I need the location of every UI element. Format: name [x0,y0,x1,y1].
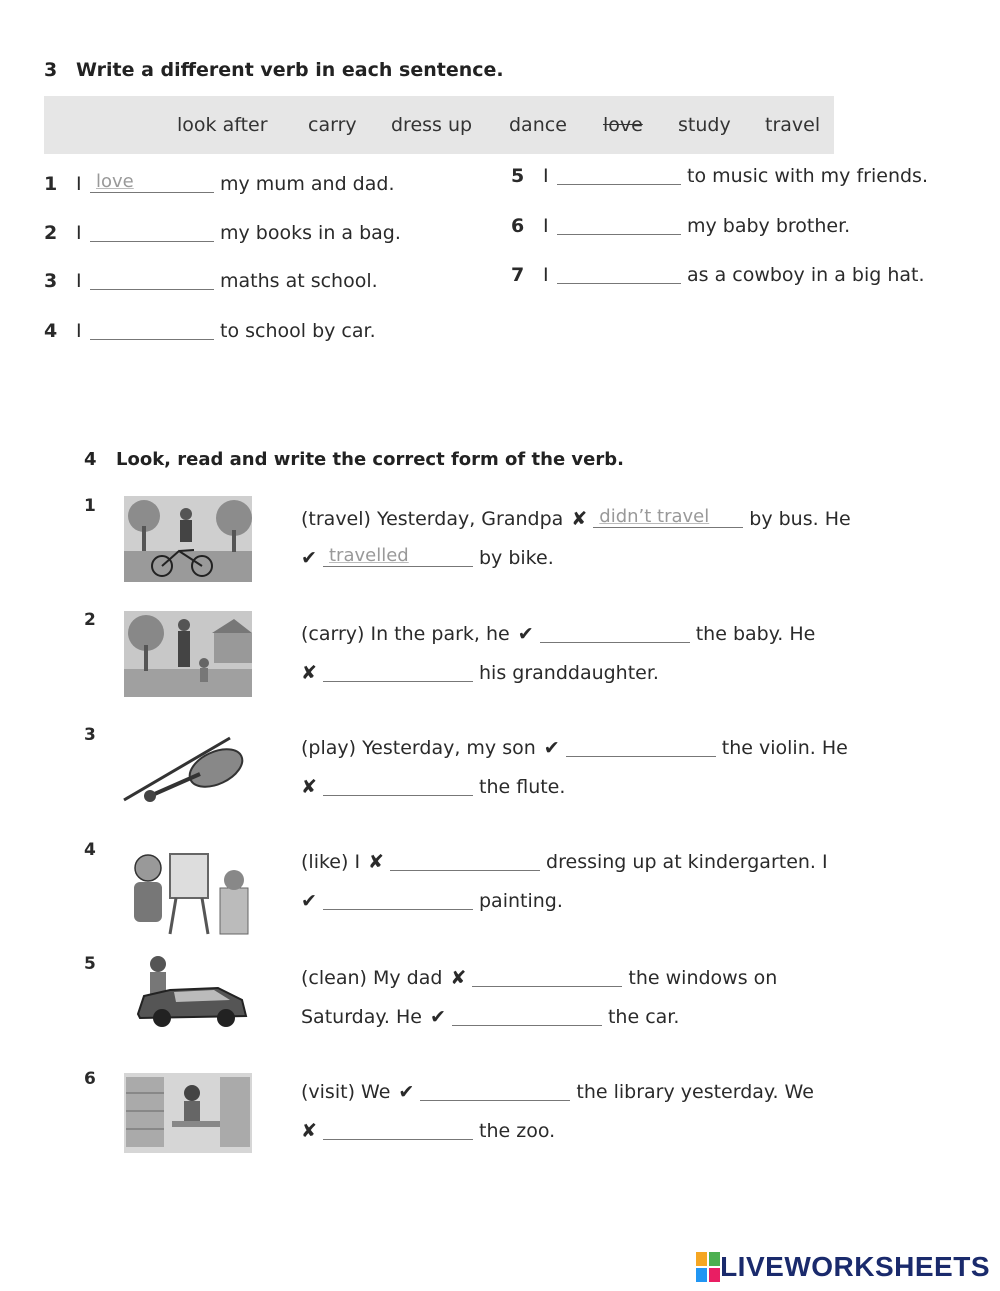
ex4-item-5-number: 5 [84,954,96,974]
tick-icon: ✔ [429,1006,446,1028]
ex4-item-1-number: 1 [84,496,96,516]
ex4-answer-4a-input[interactable] [390,849,540,871]
ex3-item-7 [511,263,925,286]
ex3-item-4 [44,319,376,342]
tick-icon: ✔ [517,623,534,645]
ex3-answer-7-input[interactable] [557,262,681,284]
ex4-item-5-line-2 [301,1005,679,1028]
answer-blank [90,219,214,242]
answer-blank [323,887,473,910]
item-number: 5 [511,165,525,187]
ex4-answer-6b-input[interactable] [323,1118,473,1140]
exercise-4-number: 4 [84,449,97,470]
ex4-item-4-number: 4 [84,840,96,860]
item-number: 1 [44,173,58,195]
sentence-text: (clean) My dad [301,967,443,989]
ex4-item-1-line-1 [301,507,851,530]
answer-blank [390,848,540,871]
answer-blank [557,212,681,235]
ex3-answer-2-input[interactable] [90,220,214,242]
item-number: 3 [44,270,58,292]
girl-painting-picture [120,848,252,938]
item-text: my books in a bag. [220,222,401,244]
item-text: to music with my friends. [687,165,928,187]
item-text: maths at school. [220,270,378,292]
word-carry: carry [308,114,357,136]
sentence-text: Saturday. He [301,1006,422,1028]
answer-blank [420,1078,570,1101]
sentence-text: (carry) In the park, he [301,623,510,645]
sentence-text: (travel) Yesterday, Grandpa [301,508,564,530]
ex4-answer-2b-input[interactable] [323,660,473,682]
sentence-text: the zoo. [479,1120,556,1142]
exercise-3-number: 3 [44,59,58,81]
exercise-4-title: Look, read and write the correct form of the verb. [116,449,624,470]
ex4-item-1-line-2 [301,546,554,569]
answer-blank [323,773,473,796]
sentence-text: the flute. [479,776,566,798]
ex3-item-2 [44,221,401,244]
sentence-text: (like) I [301,851,361,873]
answer-blank [593,505,743,528]
item-pronoun: I [76,173,82,195]
ex4-item-3-number: 3 [84,725,96,745]
answer-blank [472,964,622,987]
sentence-text: (visit) We [301,1081,391,1103]
item-number: 7 [511,264,525,286]
sentence-text: the car. [607,1006,680,1028]
answer-blank [452,1003,602,1026]
sentence-text: the library yesterday. We [576,1081,814,1103]
cross-icon: ✘ [301,1120,317,1142]
sentence-text: the baby. He [695,623,816,645]
dad-car-picture [130,952,252,1036]
item-pronoun: I [543,165,549,187]
ex4-item-6-number: 6 [84,1069,96,1089]
answer-blank [566,734,716,757]
logo-blocks-icon [696,1252,720,1282]
ex4-answer-3a-input[interactable] [566,735,716,757]
sentence-text: dressing up at kindergarten. I [546,851,828,873]
ex4-answer-6a-input[interactable] [420,1079,570,1101]
cross-icon: ✘ [301,662,317,684]
ex3-item-5 [511,164,928,187]
exercise-4-heading [84,449,624,470]
item-pronoun: I [543,215,549,237]
cross-icon: ✘ [301,776,317,798]
item-pronoun: I [543,264,549,286]
answer-blank [323,1117,473,1140]
word-travel: travel [765,114,821,136]
item-number: 2 [44,222,58,244]
sentence-text: by bus. He [749,508,851,530]
violin-picture [120,730,252,810]
sentence-text: the windows on [628,967,778,989]
ex3-answer-6-input[interactable] [557,213,681,235]
answer-blank [90,317,214,340]
ex4-answer-4b-input[interactable] [323,888,473,910]
exercise-3-title: Write a different verb in each sentence. [76,59,504,81]
item-number: 4 [44,320,58,342]
item-text: as a cowboy in a big hat. [687,264,925,286]
ex4-answer-1a-input[interactable] [593,506,743,528]
tick-icon: ✔ [301,890,317,912]
exercise-3-heading [44,59,504,81]
sentence-text: painting. [479,890,563,912]
answer-blank [90,267,214,290]
park-grandpa-picture [124,611,252,697]
ex4-item-6-line-1 [301,1080,814,1103]
sentence-text: his granddaughter. [479,662,659,684]
library-picture [124,1073,252,1153]
answer-blank [90,170,214,193]
ex3-answer-3-input[interactable] [90,268,214,290]
word-box [44,96,834,154]
ex4-item-2-line-2 [301,661,659,684]
item-pronoun: I [76,270,82,292]
answer-blank [557,261,681,284]
ex3-answer-5-input[interactable] [557,163,681,185]
ex4-item-2-line-1 [301,622,815,645]
cross-icon: ✘ [368,851,384,873]
ex3-item-6 [511,214,850,237]
sentence-text: (play) Yesterday, my son [301,737,536,759]
ex4-answer-1b-input[interactable] [323,545,473,567]
ex3-answer-1-input[interactable] [90,171,214,193]
logo-text: LIVEWORKSHEETS [720,1251,990,1282]
item-pronoun: I [76,222,82,244]
ex4-item-4-line-1 [301,850,828,873]
item-number: 6 [511,215,525,237]
tick-icon: ✔ [398,1081,415,1103]
cross-icon: ✘ [571,508,588,530]
answer-blank [323,544,473,567]
item-text: to school by car. [220,320,376,342]
ex3-item-3 [44,269,378,292]
item-text: my mum and dad. [220,173,395,195]
word-love-crossed: love [603,114,643,136]
ex4-answer-2a-input[interactable] [540,621,690,643]
ex4-item-6-line-2 [301,1119,555,1142]
tick-icon: ✔ [543,737,560,759]
word-study: study [678,114,731,136]
liveworksheets-logo[interactable] [696,1251,990,1283]
word-dance: dance [509,114,567,136]
answer-blank [540,620,690,643]
ex4-item-2-number: 2 [84,610,96,630]
answer-blank [323,659,473,682]
ex4-item-3-line-1 [301,736,848,759]
ex4-answer-5a-input[interactable] [472,965,622,987]
item-pronoun: I [76,320,82,342]
cross-icon: ✘ [450,967,467,989]
sentence-text: the violin. He [721,737,848,759]
ex4-answer-5b-input[interactable] [452,1004,602,1026]
ex3-item-1 [44,172,394,195]
ex4-item-4-line-2 [301,889,563,912]
tick-icon: ✔ [301,547,317,569]
answer-blank [557,162,681,185]
item-text: my baby brother. [687,215,851,237]
grandpa-cycling-picture [124,496,252,582]
ex4-item-3-line-2 [301,775,565,798]
ex4-item-5-line-1 [301,966,777,989]
word-dress-up: dress up [391,114,473,136]
ex4-answer-3b-input[interactable] [323,774,473,796]
ex3-answer-4-input[interactable] [90,318,214,340]
sentence-text: by bike. [479,547,554,569]
word-look-after: look after [177,114,268,136]
